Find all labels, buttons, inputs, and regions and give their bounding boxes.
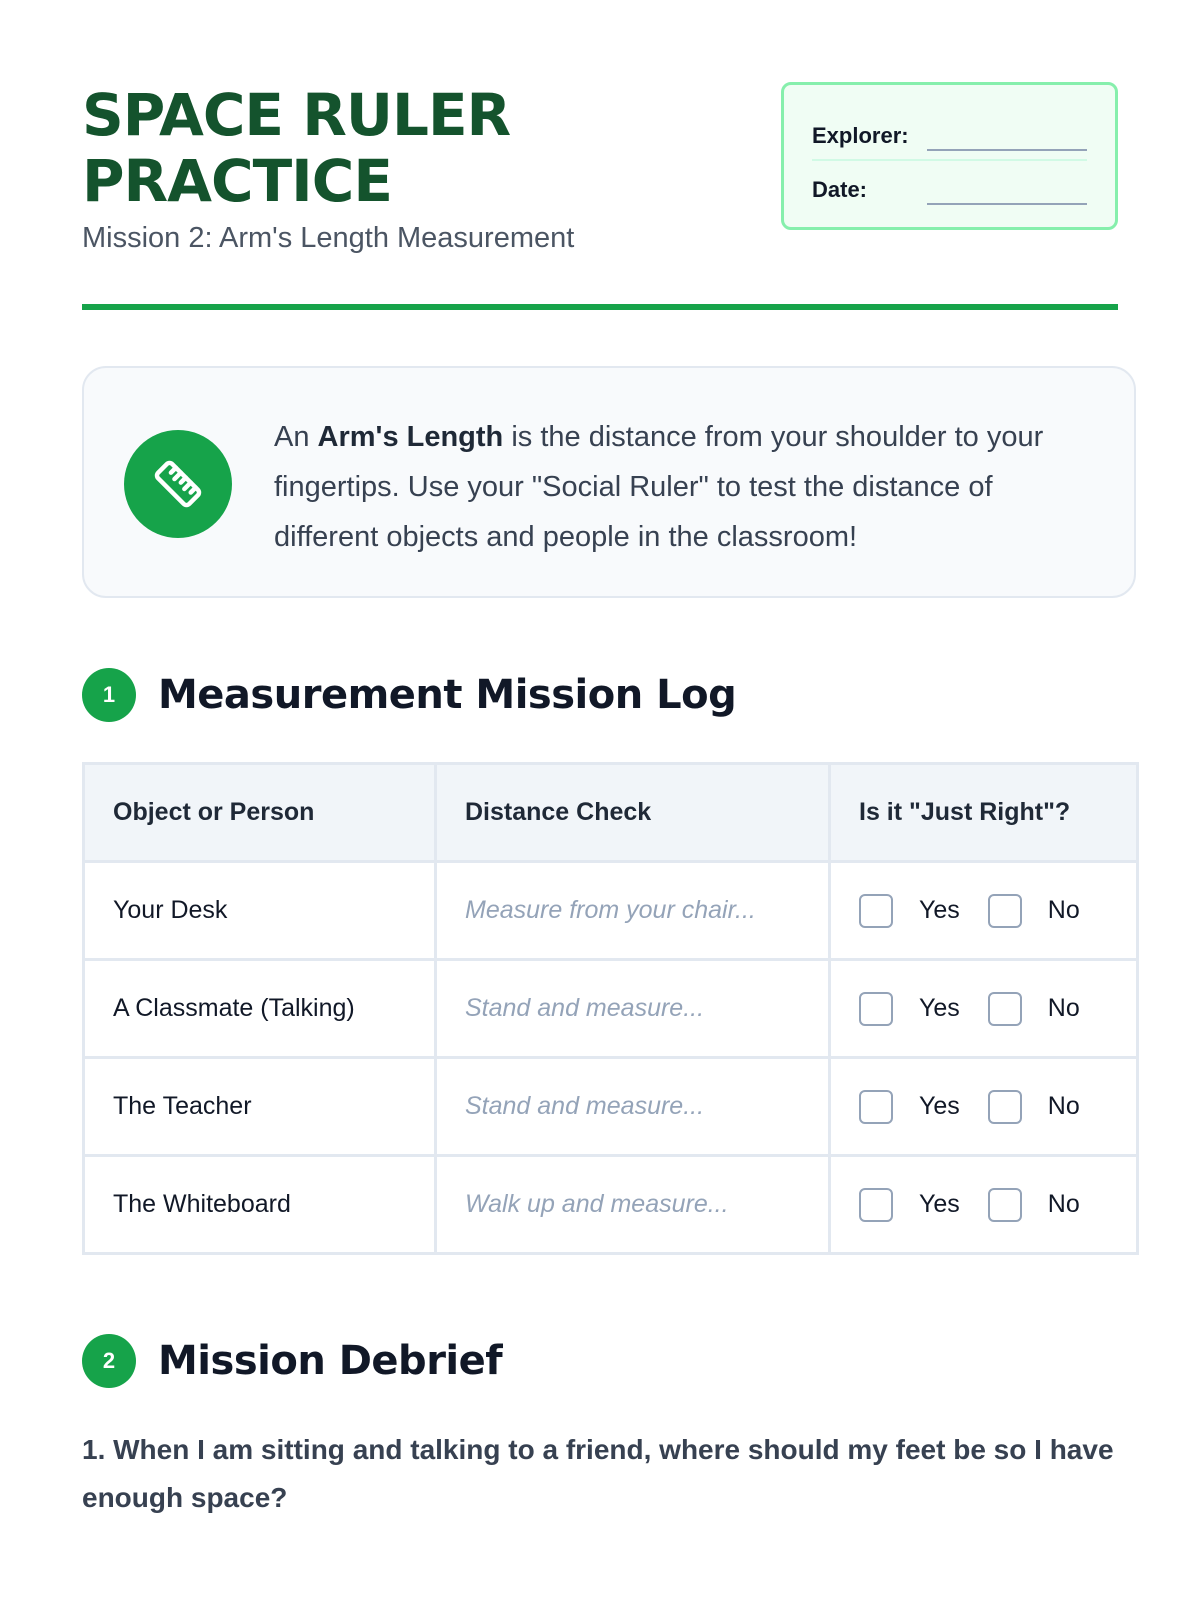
- yes-label: Yes: [919, 994, 960, 1022]
- table-row: [84, 1058, 1138, 1156]
- distance-input-cell[interactable]: Walk up and measure...: [436, 1156, 830, 1254]
- object-cell: Your Desk: [84, 862, 436, 960]
- distance-input-cell[interactable]: Stand and measure...: [436, 1058, 830, 1156]
- no-checkbox[interactable]: [988, 1090, 1022, 1124]
- explorer-name-line[interactable]: [927, 149, 1087, 151]
- date-label: Date:: [812, 177, 868, 202]
- debrief-question: 1. When I am sitting and talking to a friend, where should my feet be so I have enough space?: [82, 1434, 1114, 1513]
- section-number-badge: 1: [82, 668, 136, 722]
- no-label: No: [1047, 896, 1080, 924]
- info-card: [82, 366, 1136, 598]
- worksheet-header: [82, 0, 1118, 310]
- distance-input-cell[interactable]: Stand and measure...: [436, 960, 830, 1058]
- column-header-just-right: Is it "Just Right"?: [830, 764, 1138, 862]
- header-divider: [82, 304, 1118, 310]
- yes-label: Yes: [919, 1190, 960, 1218]
- just-right-cell: [830, 1058, 1138, 1156]
- info-text-prefix: An: [274, 421, 318, 453]
- section-number-badge: 2: [82, 1334, 136, 1388]
- table-row: [84, 960, 1138, 1058]
- column-header-object: Object or Person: [84, 764, 436, 862]
- measurement-log-table: [82, 762, 1139, 1255]
- section-title: Mission Debrief: [158, 1338, 503, 1384]
- no-checkbox[interactable]: [988, 992, 1022, 1026]
- distance-input-cell[interactable]: Measure from your chair...: [436, 862, 830, 960]
- just-right-cell: [830, 960, 1138, 1058]
- yes-checkbox[interactable]: [859, 1188, 893, 1222]
- info-description: [274, 412, 1094, 562]
- date-field-row: [812, 159, 1087, 213]
- ruler-icon: [124, 430, 232, 538]
- no-checkbox[interactable]: [988, 1188, 1022, 1222]
- yes-label: Yes: [919, 896, 960, 924]
- no-label: No: [1047, 1190, 1080, 1218]
- table-row: [84, 862, 1138, 960]
- table-header-row: [84, 764, 1138, 862]
- yes-checkbox[interactable]: [859, 894, 893, 928]
- section-heading-debrief: [82, 1334, 502, 1388]
- page-subtitle: Mission 2: Arm's Length Measurement: [82, 222, 575, 254]
- explorer-info-box: [781, 82, 1118, 230]
- yes-label: Yes: [919, 1092, 960, 1120]
- yes-checkbox[interactable]: [859, 992, 893, 1026]
- no-label: No: [1047, 1092, 1080, 1120]
- section-title: Measurement Mission Log: [158, 672, 737, 718]
- object-cell: The Teacher: [84, 1058, 436, 1156]
- section-heading-log: [82, 668, 736, 722]
- explorer-label: Explorer:: [812, 123, 909, 148]
- explorer-field-row: [812, 105, 1087, 159]
- table-row: [84, 1156, 1138, 1254]
- just-right-cell: [830, 862, 1138, 960]
- page-title: SPACE RULER PRACTICE: [82, 81, 511, 215]
- no-checkbox[interactable]: [988, 894, 1022, 928]
- object-cell: The Whiteboard: [84, 1156, 436, 1254]
- info-text-suffix: is the distance from your shoulder to your fingertips. Use your "Social Ruler" to test the distance of different objects and people in the classroom!: [274, 421, 1044, 553]
- object-cell: A Classmate (Talking): [84, 960, 436, 1058]
- date-line[interactable]: [927, 203, 1087, 205]
- just-right-cell: [830, 1156, 1138, 1254]
- yes-checkbox[interactable]: [859, 1090, 893, 1124]
- info-term: Arm's Length: [317, 421, 504, 453]
- no-label: No: [1047, 994, 1080, 1022]
- column-header-distance: Distance Check: [436, 764, 830, 862]
